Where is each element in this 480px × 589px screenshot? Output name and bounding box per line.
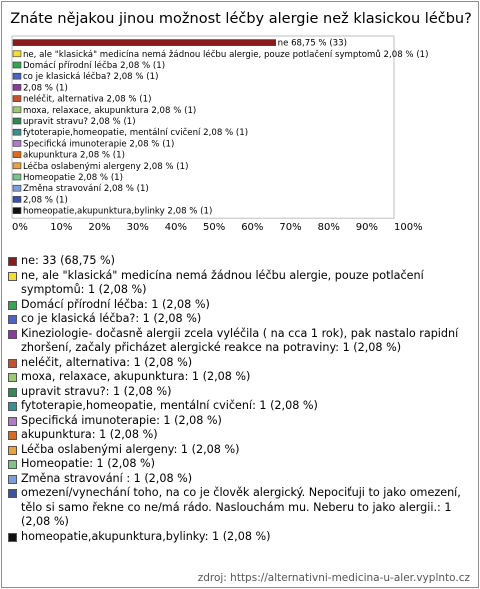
legend-text-6: neléčit, alternativa: 1 (2,08 %) — [21, 355, 193, 369]
bar-label-12: Léčba oslabenými alergeny 2,08 % (1) — [22, 161, 189, 172]
legend-swatch-5 — [8, 330, 17, 339]
legend-text-13: Homeopatie: 1 (2,08 %) — [21, 457, 156, 470]
legend — [8, 254, 474, 544]
legend-item-14 — [8, 472, 474, 487]
legend-swatch-10 — [8, 417, 17, 426]
legend-swatch-8 — [8, 388, 17, 397]
legend-swatch-3 — [8, 301, 17, 310]
bar-12 — [13, 163, 21, 169]
legend-text-16: homeopatie,akupunktura,bylinky: 1 (2,08 %) — [21, 529, 271, 543]
legend-text-8: upravit stravu?: 1 (2,08 %) — [21, 384, 172, 398]
x-tick-label-2: 20% — [88, 222, 111, 234]
legend-item-8 — [8, 385, 474, 400]
legend-text-2: ne, ale "klasická" medicína nemá žádnou léčbu alergie, pouze potlačení symptomů: 1 (2,08 %) — [21, 268, 424, 296]
x-tick-label-3: 30% — [126, 222, 149, 234]
legend-text-5: Kineziologie- dočasně alergii zcela vyléčila ( na cca 1 rok), pak nastalo rapidní zhoršení, začaly přicházet alergické reakce na potraviny: 1 (2,08 %) — [21, 326, 459, 354]
bar-4 — [13, 73, 21, 79]
legend-text-14: Změna stravování : 1 (2,08 %) — [21, 471, 193, 485]
bar-label-15: 2,08 % (1) — [22, 195, 68, 206]
bar-label-8: upravit stravu? 2,08 % (1) — [22, 117, 136, 127]
legend-item-2 — [8, 269, 474, 298]
legend-swatch-12 — [8, 446, 17, 455]
legend-item-1 — [8, 254, 474, 269]
bar-10 — [13, 140, 21, 146]
bar-label-9: fytoterapie,homeopatie, mentální cvičení 2,08 % (1) — [22, 128, 249, 139]
legend-text-7: moxa, relaxace, akupunktura: 1 (2,08 %) — [21, 370, 251, 383]
legend-text-15: omezení/vynechání toho, na co je člověk alergický. Nepociťuji to jako omezení, tělo si samo řekne co ne/má rádo. Naslouchám mu. Neberu to jako alergii.: 1 (2,08 %) — [21, 486, 461, 528]
chart-frame — [1, 1, 479, 588]
legend-item-5 — [8, 327, 474, 356]
bar-label-1: ne 68,75 % (33) — [277, 38, 347, 49]
bar-5 — [13, 84, 21, 90]
x-tick-label-5: 50% — [203, 222, 226, 234]
legend-text-4: co je klasická léčba?: 1 (2,08 %) — [21, 312, 202, 325]
bar-label-14: Změna stravování 2,08 % (1) — [22, 184, 149, 195]
bar-label-7: moxa, relaxace, akupunktura 2,08 % (1) — [22, 105, 197, 116]
x-tick-label-9: 90% — [355, 222, 379, 234]
bar-9 — [13, 129, 21, 135]
x-tick-label-1: 10% — [50, 222, 73, 234]
bar-15 — [13, 196, 21, 202]
bar-13 — [13, 174, 21, 180]
bar-7 — [13, 107, 21, 113]
legend-item-3 — [8, 298, 474, 313]
legend-item-6 — [8, 356, 474, 371]
legend-item-13 — [8, 457, 474, 472]
bar-label-11: akupunktura 2,08 % (1) — [22, 150, 125, 161]
bar-label-5: 2,08 % (1) — [22, 83, 68, 94]
x-tick-label-8: 80% — [317, 222, 340, 234]
chart-title: Znáte nějakou jinou možnost léčby alergie než klasickou léčbu? — [10, 11, 472, 27]
bar-label-13: Homeopatie 2,08 % (1) — [22, 173, 124, 183]
bar-14 — [13, 185, 21, 191]
legend-item-11 — [8, 428, 474, 443]
x-tick-label-6: 60% — [241, 222, 264, 234]
legend-text-3: Domácí přírodní léčba: 1 (2,08 %) — [21, 297, 210, 311]
x-tick-label-7: 70% — [279, 222, 302, 234]
bar-16 — [13, 208, 21, 214]
legend-swatch-16 — [8, 533, 17, 542]
legend-text-10: Specifická imunoterapie: 1 (2,08 %) — [21, 413, 222, 427]
legend-item-9 — [8, 399, 474, 414]
legend-swatch-6 — [8, 359, 17, 368]
legend-swatch-9 — [8, 402, 17, 411]
legend-swatch-13 — [8, 460, 17, 469]
bar-label-2: ne, ale "klasická" medicína nemá žádnou léčbu alergie, pouze potlačení symptomů 2,08 % (1) — [22, 49, 429, 60]
legend-text-11: akupunktura: 1 (2,08 %) — [21, 428, 158, 441]
legend-item-15 — [8, 486, 474, 530]
legend-item-4 — [8, 312, 474, 327]
legend-text-1: ne: 33 (68,75 %) — [21, 254, 116, 267]
legend-swatch-14 — [8, 475, 17, 484]
bar-1 — [13, 40, 276, 46]
bar-plot — [2, 2, 480, 252]
legend-swatch-4 — [8, 315, 17, 324]
bar-label-10: Specifická imunoterapie 2,08 % (1) — [22, 139, 175, 150]
source-note: zdroj: https://alternativni-medicina-u-aler.vyplnto.cz — [197, 572, 470, 584]
x-tick-label-0: 0% — [12, 222, 28, 234]
bar-6 — [13, 96, 21, 102]
bar-8 — [13, 118, 21, 124]
bar-label-3: Domácí přírodní léčba 2,08 % (1) — [22, 61, 166, 71]
bar-label-16: homeopatie,akupunktura,bylinky 2,08 % (1) — [22, 206, 213, 217]
legend-text-9: fytoterapie,homeopatie, mentální cvičení: 1 (2,08 %) — [21, 399, 318, 412]
bar-label-6: neléčit, alternativa 2,08 % (1) — [22, 94, 152, 105]
x-tick-label-4: 40% — [164, 222, 188, 234]
legend-item-16 — [8, 530, 474, 545]
legend-swatch-1 — [8, 257, 17, 266]
legend-swatch-11 — [8, 431, 17, 440]
legend-swatch-2 — [8, 272, 17, 281]
legend-swatch-7 — [8, 373, 17, 382]
bar-label-4: co je klasická léčba? 2,08 % (1) — [22, 72, 159, 83]
legend-item-12 — [8, 443, 474, 458]
legend-item-7 — [8, 370, 474, 385]
legend-swatch-15 — [8, 489, 17, 498]
legend-text-12: Léčba oslabenými alergeny: 1 (2,08 %) — [21, 442, 240, 456]
legend-item-10 — [8, 414, 474, 429]
bar-3 — [13, 62, 21, 68]
bar-2 — [13, 51, 21, 57]
x-tick-label-10: 100% — [394, 222, 423, 234]
bar-11 — [13, 152, 21, 158]
